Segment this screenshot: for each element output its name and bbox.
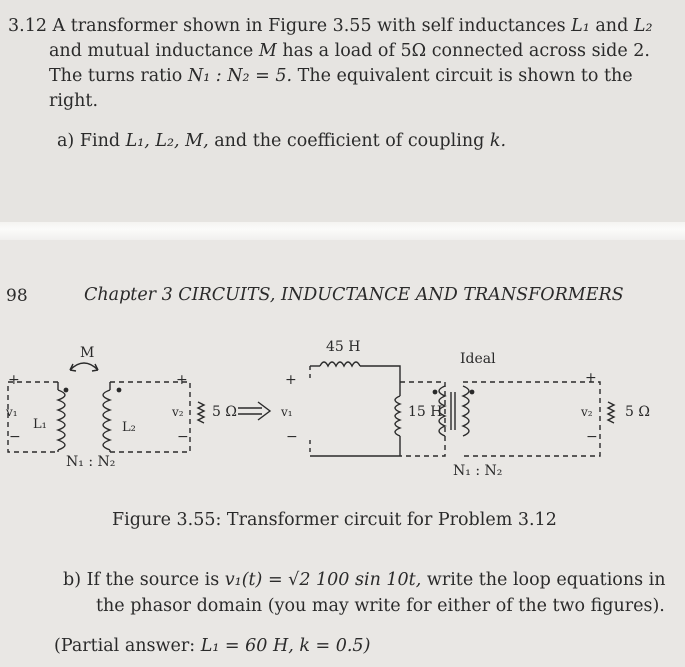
part-a-vars: L₁, L₂, M, [125, 131, 209, 151]
left-v2-minus: − [177, 429, 189, 445]
var-l2: L₂ [633, 16, 653, 36]
part-b-text: write the loop equations in [426, 570, 666, 590]
partial-label: (Partial answer: [54, 636, 196, 656]
right-v2-minus: − [586, 429, 598, 445]
var-k: k. [489, 131, 507, 151]
right-v1-plus: + [285, 372, 297, 388]
problem-text: A transformer shown in Figure 3.55 with self inductances [52, 16, 566, 36]
shunt-l-label: 15 H [408, 404, 443, 420]
source-equation: v₁(t) = √2 100 sin 10t, [224, 570, 422, 590]
left-v1: v₁ [6, 405, 18, 419]
part-b-line-1 [63, 568, 666, 593]
problem-number: 3.12 [8, 16, 47, 36]
right-load-resistor [608, 402, 614, 423]
problem-line-4: right. [49, 91, 99, 111]
var-m: M [258, 41, 277, 61]
equiv-arrow-shaft [238, 408, 262, 414]
series-inductor [320, 362, 360, 366]
ideal-core [451, 392, 455, 430]
problem-text: and [595, 16, 629, 36]
right-v2-plus: + [585, 370, 597, 386]
right-v1-minus: − [286, 429, 298, 445]
var-l1: L₁ [571, 16, 590, 36]
series-lead-out [360, 366, 400, 382]
part-b-text: b) If the source is [63, 570, 220, 590]
chapter-title: Chapter 3 CIRCUITS, INDUCTANCE AND TRANSFORMERS [84, 285, 624, 305]
right-load-label: 5 Ω [625, 404, 650, 420]
right-v1: v₁ [281, 405, 293, 419]
part-a-label: a) Find [57, 131, 121, 151]
part-a-text: and the coefficient of coupling [214, 131, 485, 151]
left-v1-minus: − [9, 429, 21, 445]
label-l2: L₂ [122, 420, 136, 435]
shunt-inductor [395, 396, 400, 436]
left-load-label: 5 Ω [212, 404, 237, 420]
secondary-dot [117, 388, 122, 393]
ideal-label: Ideal [460, 351, 496, 367]
secondary-coil [103, 390, 110, 450]
ideal-secondary-coil [463, 386, 469, 436]
partial-answer [54, 634, 370, 659]
primary-coil [58, 390, 65, 450]
problem-text: The equivalent circuit is shown to the [297, 66, 633, 86]
left-v2: v₂ [172, 405, 184, 419]
ideal-secondary-box [463, 382, 600, 456]
left-turns-ratio: N₁ : N₂ [66, 454, 116, 470]
mutual-arc [70, 363, 98, 370]
ideal-secondary-dot [470, 390, 475, 395]
problem-text: The turns ratio [49, 66, 183, 86]
left-v1-plus: + [8, 372, 20, 388]
primary-dot [64, 388, 69, 393]
left-v2-plus: + [176, 372, 188, 388]
ideal-primary-dot [433, 390, 438, 395]
label-m: M [80, 345, 95, 361]
mutual-arrows [70, 364, 98, 371]
turns-ratio: N₁ : N₂ = 5. [187, 66, 293, 86]
equiv-arrow-head [258, 402, 270, 420]
problem-text: has a load of 5Ω connected across side 2. [282, 41, 650, 61]
right-turns-ratio: N₁ : N₂ [453, 463, 503, 479]
figure-caption: Figure 3.55: Transformer circuit for Problem 3.12 [112, 510, 557, 530]
right-v2: v₂ [581, 405, 593, 419]
page-number: 98 [6, 286, 28, 306]
left-load-resistor [198, 402, 204, 423]
series-l-label: 45 H [326, 339, 361, 355]
partial-equation: L₁ = 60 H, k = 0.5) [200, 636, 371, 656]
part-b-line-2: the phasor domain (you may write for either of the two figures). [96, 596, 665, 616]
problem-text: and mutual inductance [49, 41, 254, 61]
label-l1: L₁ [33, 417, 47, 432]
